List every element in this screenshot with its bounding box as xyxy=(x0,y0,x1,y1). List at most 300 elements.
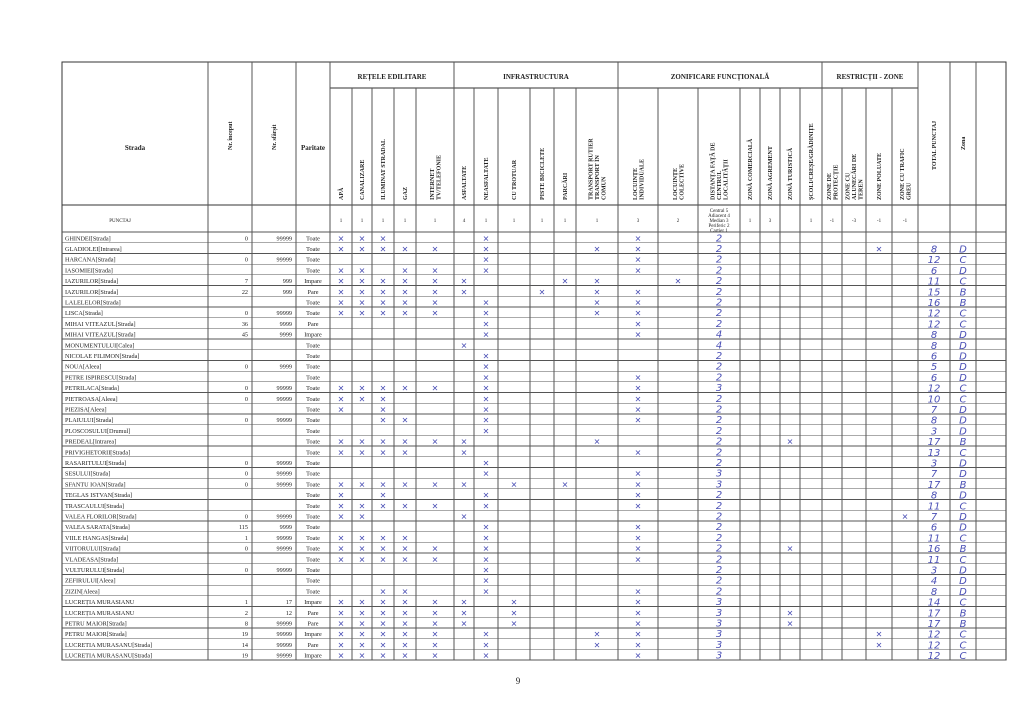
street-name: NICOLAE FILIMON[Strada] xyxy=(65,353,140,360)
street-name: PLAIULUI[Strada] xyxy=(65,417,114,425)
criterion-mark: ✕ xyxy=(401,287,409,297)
criterion-points: 1 xyxy=(339,219,343,224)
criterion-header-4: INTERNET xyxy=(429,168,436,200)
criterion-mark: ✕ xyxy=(401,437,409,447)
street-nr-inceput: 0 xyxy=(244,395,248,403)
criterion-mark: ✕ xyxy=(401,608,409,618)
distance-score: 2 xyxy=(715,244,723,255)
street-nr-inceput: 0 xyxy=(244,567,248,574)
total-score: 16 xyxy=(927,298,941,309)
distance-score: 2 xyxy=(715,318,723,330)
street-nr-sfarsit: 9999 xyxy=(279,524,292,532)
criterion-mark: ✕ xyxy=(358,630,366,640)
criterion-mark: ✕ xyxy=(634,405,642,415)
criterion-mark: ✕ xyxy=(358,234,366,244)
criterion-mark: ✕ xyxy=(401,277,409,287)
table-frame xyxy=(62,62,1006,663)
criterion-mark: ✕ xyxy=(431,608,439,618)
street-parity: Toate xyxy=(306,385,320,393)
zone-letter: C xyxy=(959,640,967,652)
street-nr-sfarsit: 99999 xyxy=(276,620,292,628)
criterion-header-15: ZONĂ AGREMENT xyxy=(768,146,774,200)
criterion-mark: ✕ xyxy=(431,555,439,565)
street-parity: Toate xyxy=(306,235,320,243)
street-nr-inceput: 0 xyxy=(244,481,248,489)
criterion-header-18: PROTECȚIE xyxy=(833,164,840,200)
criterion-mark: ✕ xyxy=(634,619,642,629)
criterion-points: 1 xyxy=(512,219,516,224)
distance-score: 3 xyxy=(715,629,723,641)
criterion-points: 1 xyxy=(595,219,599,224)
criterion-mark: ✕ xyxy=(593,309,601,319)
zone-letter: C xyxy=(959,255,967,267)
criterion-mark: ✕ xyxy=(786,608,794,618)
street-nr-sfarsit: 9999 xyxy=(279,331,292,339)
zone-letter: B xyxy=(959,437,967,449)
street-name: TRASCAULUI[Strada] xyxy=(65,502,125,510)
street-name: VALEA SARATA[Strada] xyxy=(65,524,130,532)
criterion-mark: ✕ xyxy=(358,394,366,404)
criterion-mark: ✕ xyxy=(379,405,387,415)
criterion-mark: ✕ xyxy=(634,266,642,276)
distance-score: 2 xyxy=(715,361,723,373)
distance-score: 2 xyxy=(715,447,723,459)
distance-score: 2 xyxy=(715,586,723,598)
street-name: IAZURILOR[Strada] xyxy=(65,288,119,296)
criterion-header-8: PISTE BICICLETE xyxy=(540,147,546,200)
criterion-mark: ✕ xyxy=(482,352,490,361)
criterion-mark: ✕ xyxy=(358,651,366,661)
zone-letter: D xyxy=(959,362,967,374)
group-title: REȚELE EDILITARE xyxy=(357,73,427,81)
criterion-mark: ✕ xyxy=(634,416,642,426)
zone-letter: D xyxy=(959,586,967,598)
street-parity: Impare xyxy=(304,278,322,286)
street-parity: Toate xyxy=(306,460,320,467)
zone-letter: B xyxy=(959,544,967,556)
criterion-mark: ✕ xyxy=(337,480,345,490)
zone-letter: D xyxy=(959,490,967,502)
criterion-mark: ✕ xyxy=(379,437,387,447)
criterion-mark: ✕ xyxy=(379,234,387,244)
criterion-mark: ✕ xyxy=(460,619,468,629)
criterion-header-19: TEREN xyxy=(858,179,865,200)
criterion-mark: ✕ xyxy=(337,309,345,319)
criterion-points: 1 xyxy=(484,219,488,224)
criterion-points: 1 xyxy=(748,219,752,224)
zone-letter: D xyxy=(959,265,967,277)
criterion-mark: ✕ xyxy=(337,608,345,618)
criterion-mark: ✕ xyxy=(674,277,682,287)
criterion-mark: ✕ xyxy=(593,298,601,308)
distance-points-legend: Adiacent 4 xyxy=(708,214,730,219)
criterion-points: 1 xyxy=(360,219,364,224)
street-name: LUCREȚIA MURASIANU xyxy=(65,609,135,617)
street-parity: Toate xyxy=(306,438,320,446)
street-parity: Toate xyxy=(306,395,320,403)
total-score: 6 xyxy=(930,372,938,384)
criterion-mark: ✕ xyxy=(401,501,409,511)
street-nr-inceput: 19 xyxy=(241,652,248,660)
street-nr-inceput: 1 xyxy=(244,534,248,542)
total-score: 5 xyxy=(930,362,938,374)
street-name: IAZURILOR[Strada] xyxy=(65,278,119,286)
street-nr-sfarsit: 99999 xyxy=(276,385,292,393)
distance-score: 2 xyxy=(715,532,723,544)
criterion-mark: ✕ xyxy=(634,298,642,308)
total-score: 3 xyxy=(930,565,938,577)
criterion-mark: ✕ xyxy=(510,598,518,608)
zone-letter: C xyxy=(959,383,967,395)
criterion-mark: ✕ xyxy=(460,608,468,618)
criterion-mark: ✕ xyxy=(431,266,439,276)
distance-score: 2 xyxy=(715,522,723,534)
street-name: ZEFIRULUI[Aleea] xyxy=(65,577,116,585)
street-nr-sfarsit: 99999 xyxy=(276,470,292,478)
criterion-mark: ✕ xyxy=(401,448,409,458)
street-name: LUCREȚIA MURASIANU xyxy=(65,599,135,607)
distance-score: 2 xyxy=(715,254,723,266)
street-parity: Toate xyxy=(306,545,320,553)
distance-score: 2 xyxy=(715,565,723,576)
street-parity: Toate xyxy=(306,556,320,564)
total-score: 6 xyxy=(930,522,938,534)
criterion-header-5: ASFALTATE xyxy=(462,165,468,200)
criterion-mark: ✕ xyxy=(401,266,409,276)
criterion-mark: ✕ xyxy=(482,319,490,329)
street-parity: Toate xyxy=(306,492,320,500)
street-name: PIEZISA[Aleea] xyxy=(65,406,107,414)
criterion-mark: ✕ xyxy=(379,416,387,426)
zone-letter: D xyxy=(959,469,967,481)
street-parity: Toate xyxy=(306,417,320,425)
criterion-mark: ✕ xyxy=(634,491,642,501)
street-nr-inceput: 14 xyxy=(241,641,248,649)
criterion-mark: ✕ xyxy=(401,640,409,650)
total-score: 11 xyxy=(927,554,941,566)
distance-score: 2 xyxy=(715,415,723,427)
zone-letter: B xyxy=(959,298,967,309)
street-parity: Toate xyxy=(306,449,320,457)
street-name: SESULUI[Strada] xyxy=(65,470,111,478)
criterion-mark: ✕ xyxy=(379,555,387,565)
criterion-mark: ✕ xyxy=(634,651,642,661)
criterion-mark: ✕ xyxy=(358,298,366,308)
street-nr-inceput: 0 xyxy=(244,363,248,371)
criterion-mark: ✕ xyxy=(358,533,366,543)
criterion-mark: ✕ xyxy=(634,608,642,618)
distance-score: 3 xyxy=(715,479,723,491)
street-nr-sfarsit: 9999 xyxy=(279,363,292,371)
criterion-mark: ✕ xyxy=(358,309,366,319)
total-score: 4 xyxy=(930,576,938,588)
criterion-mark: ✕ xyxy=(593,245,601,254)
criterion-header-18: ZONE DE xyxy=(826,173,833,200)
criterion-mark: ✕ xyxy=(431,501,439,511)
criterion-header-20: ZONE POLUATE xyxy=(877,152,883,200)
criterion-mark: ✕ xyxy=(482,373,490,383)
criterion-mark: ✕ xyxy=(634,469,642,479)
criterion-mark: ✕ xyxy=(401,533,409,543)
street-name: GLADIOLEI[Intrarea] xyxy=(65,246,122,253)
criterion-mark: ✕ xyxy=(431,598,439,608)
criterion-mark: ✕ xyxy=(379,598,387,608)
criterion-mark: ✕ xyxy=(482,426,490,436)
criterion-mark: ✕ xyxy=(593,277,601,287)
criterion-mark: ✕ xyxy=(482,255,490,265)
criterion-mark: ✕ xyxy=(875,245,883,254)
street-parity: Toate xyxy=(306,577,320,585)
criterion-mark: ✕ xyxy=(482,566,490,575)
zone-letter: C xyxy=(959,629,967,641)
street-nr-inceput: 7 xyxy=(244,278,248,286)
street-name: MIHAI VITEAZUL[Strada] xyxy=(65,320,136,328)
criterion-mark: ✕ xyxy=(482,362,490,372)
criterion-mark: ✕ xyxy=(431,277,439,287)
criterion-header-17: ȘCOLI/CREȘE/GRĂDINIȚE xyxy=(809,123,815,200)
criterion-header-0: APĂ xyxy=(339,187,345,200)
street-name: LUCRETIA MURASANU[Strada] xyxy=(65,641,153,649)
street-name: PREDEAL[Intrarea] xyxy=(65,438,117,446)
criterion-mark: ✕ xyxy=(337,555,345,565)
criterion-mark: ✕ xyxy=(901,512,909,522)
distance-score: 2 xyxy=(715,554,723,566)
criterion-mark: ✕ xyxy=(401,651,409,661)
criterion-mark: ✕ xyxy=(482,298,490,308)
distance-points-legend: Periferic 2 xyxy=(708,224,730,229)
total-score: 11 xyxy=(927,533,941,545)
criterion-mark: ✕ xyxy=(482,330,490,340)
criterion-mark: ✕ xyxy=(634,287,642,297)
criterion-mark: ✕ xyxy=(634,544,642,554)
criterion-mark: ✕ xyxy=(593,437,601,447)
criterion-mark: ✕ xyxy=(379,619,387,629)
criterion-mark: ✕ xyxy=(510,619,518,629)
criterion-mark: ✕ xyxy=(379,480,387,490)
criterion-mark: ✕ xyxy=(379,608,387,618)
total-score: 12 xyxy=(927,629,941,641)
criterion-mark: ✕ xyxy=(379,394,387,404)
distance-score: 2 xyxy=(715,511,723,523)
total-score: 12 xyxy=(927,640,941,652)
total-score: 12 xyxy=(927,651,941,663)
criterion-mark: ✕ xyxy=(431,480,439,490)
criterion-mark: ✕ xyxy=(337,394,345,404)
street-nr-inceput: 0 xyxy=(244,470,248,478)
criterion-mark: ✕ xyxy=(482,384,490,394)
criterion-mark: ✕ xyxy=(337,245,345,254)
distance-score: 3 xyxy=(715,650,723,662)
criterion-mark: ✕ xyxy=(337,533,345,543)
criterion-points: 1 xyxy=(540,219,544,224)
criterion-header-7: CU TROTUAR xyxy=(512,159,518,200)
street-name: MONUMENTULUI[Calea] xyxy=(65,342,135,350)
criterion-mark: ✕ xyxy=(460,448,468,458)
criterion-mark: ✕ xyxy=(379,309,387,319)
street-parity: Pare xyxy=(307,620,319,628)
distance-score: 2 xyxy=(715,458,723,469)
distance-score: 3 xyxy=(715,639,723,651)
distance-score: 2 xyxy=(715,543,723,555)
street-name: GHINDEI[Strada] xyxy=(65,235,111,243)
street-nr-inceput: 36 xyxy=(241,320,248,328)
zone-letter: C xyxy=(959,651,967,663)
criterion-mark: ✕ xyxy=(634,501,642,511)
criterion-mark: ✕ xyxy=(634,245,642,254)
header-nr-inceput: Nr. început xyxy=(228,121,234,150)
criterion-mark: ✕ xyxy=(379,245,387,254)
criterion-mark: ✕ xyxy=(460,341,468,351)
street-parity: Toate xyxy=(306,342,320,350)
zone-letter: C xyxy=(959,554,967,566)
criterion-points: 1 xyxy=(433,219,437,224)
distance-score: 2 xyxy=(715,297,723,309)
street-name: ZIZIN[Aleea] xyxy=(65,588,100,596)
criterion-mark: ✕ xyxy=(379,448,387,458)
street-nr-sfarsit: 12 xyxy=(285,609,292,617)
street-name: PETRU MAIOR[Strada] xyxy=(65,620,127,628)
criterion-mark: ✕ xyxy=(379,651,387,661)
criterion-mark: ✕ xyxy=(337,640,345,650)
street-nr-inceput: 0 xyxy=(244,385,248,393)
street-parity: Toate xyxy=(306,427,320,435)
street-name: MIHAI VITEAZUL[Strada] xyxy=(65,331,136,339)
criterion-mark: ✕ xyxy=(401,544,409,554)
criterion-mark: ✕ xyxy=(358,287,366,297)
criterion-mark: ✕ xyxy=(337,512,345,522)
criterion-header-21: GREU xyxy=(906,182,913,200)
total-score: 8 xyxy=(930,330,938,342)
criterion-mark: ✕ xyxy=(337,491,345,501)
criterion-points: -3 xyxy=(851,219,857,224)
criterion-mark: ✕ xyxy=(401,555,409,565)
street-parity: Toate xyxy=(306,363,320,371)
street-parity: Impare xyxy=(304,599,322,607)
criterion-mark: ✕ xyxy=(634,630,642,640)
criterion-mark: ✕ xyxy=(510,608,518,618)
criterion-mark: ✕ xyxy=(634,373,642,383)
criterion-mark: ✕ xyxy=(401,587,409,597)
criterion-header-12: LOCUINȚE xyxy=(672,167,679,200)
zone-letter: C xyxy=(959,501,967,513)
criterion-points: 3 xyxy=(636,219,640,224)
street-parity: Toate xyxy=(306,353,320,360)
criterion-mark: ✕ xyxy=(634,330,642,340)
criterion-mark: ✕ xyxy=(593,640,601,650)
criterion-mark: ✕ xyxy=(460,437,468,447)
criterion-header-2: ILUMINAT STRADAL xyxy=(381,139,387,200)
street-name: HARCANA[Strada] xyxy=(65,256,116,264)
criterion-header-9: PARCĂRI xyxy=(563,172,569,200)
criterion-mark: ✕ xyxy=(482,587,490,597)
zone-letter: D xyxy=(959,415,967,427)
criterion-points: 1 xyxy=(563,219,567,224)
street-parity: Toate xyxy=(306,374,320,382)
criterion-mark: ✕ xyxy=(510,480,518,490)
header-paritate: Paritate xyxy=(300,144,326,152)
total-score: 17 xyxy=(927,608,941,620)
criterion-mark: ✕ xyxy=(379,277,387,287)
criterion-mark: ✕ xyxy=(379,298,387,308)
total-score: 12 xyxy=(927,383,941,395)
distance-score: 2 xyxy=(715,490,723,502)
group-title: ZONIFICARE FUNCȚIONALĂ xyxy=(670,73,770,81)
criterion-header-1: CANALIZARE xyxy=(360,159,366,200)
zone-letter: D xyxy=(959,340,967,352)
criterion-mark: ✕ xyxy=(337,544,345,554)
criterion-mark: ✕ xyxy=(401,416,409,426)
street-parity: Toate xyxy=(306,502,320,510)
street-name: TEGLAS ISTVAN[Strada] xyxy=(65,492,133,500)
criterion-mark: ✕ xyxy=(786,544,794,554)
distance-score: 2 xyxy=(715,372,723,384)
criterion-mark: ✕ xyxy=(482,266,490,276)
criterion-mark: ✕ xyxy=(431,298,439,308)
street-name: RASARITULUI[Strada] xyxy=(65,460,127,467)
criterion-points: 2 xyxy=(676,219,680,224)
distance-score: 2 xyxy=(715,276,723,288)
header-nr-sfarsit: Nr. sfârșit xyxy=(272,124,278,150)
criterion-mark: ✕ xyxy=(358,277,366,287)
distance-score: 2 xyxy=(715,436,723,448)
distance-score: 2 xyxy=(715,393,723,405)
zone-letter: D xyxy=(959,351,967,363)
street-name: PETRILACA[Strada] xyxy=(65,385,119,393)
total-score: 12 xyxy=(927,308,941,320)
criterion-mark: ✕ xyxy=(561,480,569,490)
criterion-mark: ✕ xyxy=(358,619,366,629)
zone-letter: D xyxy=(959,458,967,470)
total-score: 8 xyxy=(930,490,938,502)
criterion-mark: ✕ xyxy=(634,555,642,565)
criterion-header-13: DISTANȚA FAȚĂ DE xyxy=(710,142,717,200)
criterion-mark: ✕ xyxy=(482,459,490,468)
criterion-mark: ✕ xyxy=(379,533,387,543)
criterion-mark: ✕ xyxy=(431,287,439,297)
header-strada: Strada xyxy=(124,144,146,152)
street-parity: Toate xyxy=(306,534,320,542)
criterion-mark: ✕ xyxy=(634,384,642,394)
criterion-mark: ✕ xyxy=(431,309,439,319)
criterion-header-10: COMUN xyxy=(601,176,608,200)
criterion-mark: ✕ xyxy=(561,277,569,287)
criterion-mark: ✕ xyxy=(358,437,366,447)
street-parity: Toate xyxy=(306,524,320,532)
zone-letter: C xyxy=(959,308,967,320)
criterion-mark: ✕ xyxy=(337,651,345,661)
street-parity: Toate xyxy=(306,267,320,275)
criterion-mark: ✕ xyxy=(337,298,345,308)
total-score: 8 xyxy=(930,244,938,256)
total-score: 10 xyxy=(927,394,941,406)
criterion-mark: ✕ xyxy=(401,619,409,629)
criterion-mark: ✕ xyxy=(482,533,490,543)
distance-score: 2 xyxy=(715,233,723,245)
distance-points-legend: Cartier 1 xyxy=(710,229,728,234)
criterion-points: 1 xyxy=(809,219,813,224)
street-nr-inceput: 45 xyxy=(241,331,248,339)
criterion-header-10: TRANSPORT ÎN xyxy=(595,155,601,200)
criterion-mark: ✕ xyxy=(401,480,409,490)
street-nr-sfarsit: 99999 xyxy=(276,513,292,521)
street-parity: Toate xyxy=(306,246,320,253)
total-score: 8 xyxy=(930,340,938,352)
street-parity: Impare xyxy=(304,331,322,339)
zone-letter: B xyxy=(959,608,967,620)
total-score: 12 xyxy=(927,255,941,267)
criterion-mark: ✕ xyxy=(634,533,642,543)
distance-points-legend: Central 5 xyxy=(709,209,729,214)
